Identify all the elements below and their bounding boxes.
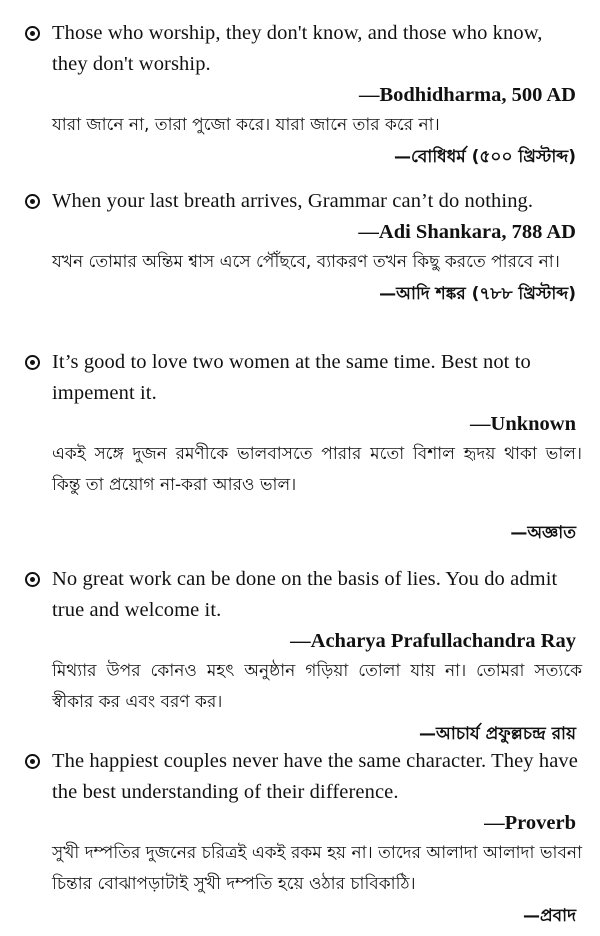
quote-block-unknown [24, 347, 582, 564]
circle-bullet-icon [25, 572, 40, 587]
bengali-attribution: —বোধিধর্ম (৫০০ খ্রিস্টাব্দ) [394, 147, 576, 167]
english-quote-text: The happiest couples never have the same character. They have the best understanding of their difference. [52, 750, 578, 803]
bengali-quote: যখন তোমার অন্তিম শ্বাস এসে পৌঁছবে, ব্যাকরণ তখন কিছু করতে পারবে না। [52, 252, 560, 272]
english-quote [24, 186, 582, 217]
english-quote [24, 347, 582, 409]
english-attribution: —Adi Shankara, 788 AD [358, 221, 576, 243]
bengali-quote: একই সঙ্গে দুজন রমণীকে ভালবাসতে পারার মতো বিশাল হৃদয় থাকা ভাল। কিন্তু তা প্রয়োগ না-করা আরও ভাল। [52, 444, 582, 495]
quote-block-adi-shankara [24, 186, 582, 347]
bengali-attribution: —আদি শঙ্কর (৭৮৮ খ্রিস্টাব্দ) [379, 284, 576, 304]
english-quote [24, 746, 582, 808]
english-attribution: —Acharya Prafullachandra Ray [290, 630, 576, 652]
quote-block-bodhidharma [24, 18, 582, 186]
english-attribution: —Proverb [484, 812, 576, 834]
bengali-attribution: —অজ্ঞাত [510, 523, 576, 543]
quote-block-proverb [24, 746, 582, 936]
english-quote [24, 564, 582, 626]
english-quote-text: It’s good to love two women at the same time. Best not to impement it. [52, 351, 531, 404]
bengali-quote: মিথ্যার উপর কোনও মহৎ অনুষ্ঠান গড়িয়া তোলা যায় না। তোমরা সত্যকে স্বীকার কর এবং বরণ কর। [52, 661, 582, 712]
english-quote-text: Those who worship, they don't know, and those who know, they don't worship. [52, 22, 543, 75]
english-quote-text: When your last breath arrives, Grammar can’t do nothing. [52, 190, 534, 212]
circle-bullet-icon [25, 754, 40, 769]
english-attribution: —Unknown [470, 413, 576, 435]
circle-bullet-icon [25, 194, 40, 209]
bengali-attribution: —প্রবাদ [522, 906, 576, 926]
circle-bullet-icon [25, 26, 40, 41]
circle-bullet-icon [25, 355, 40, 370]
bengali-quote: যারা জানে না, তারা পুজো করে। যারা জানে তার করে না। [52, 115, 440, 135]
english-attribution: —Bodhidharma, 500 AD [358, 84, 576, 106]
english-quote [24, 18, 582, 80]
bengali-attribution: —আচার্য প্রফুল্লচন্দ্র রায় [419, 724, 576, 744]
english-quote-text: No great work can be done on the basis of lies. You do admit true and welcome it. [52, 568, 558, 621]
bengali-quote: সুখী দম্পতির দুজনের চরিত্রই একই রকম হয় না। তাদের আলাদা আলাদা ভাবনা চিন্তার বোঝাপড়াটাই সুখী দম্পতি হয়ে ওঠার চাবিকাঠি। [52, 843, 582, 894]
quote-block-acharya-prafullachandra-ray [24, 564, 582, 746]
